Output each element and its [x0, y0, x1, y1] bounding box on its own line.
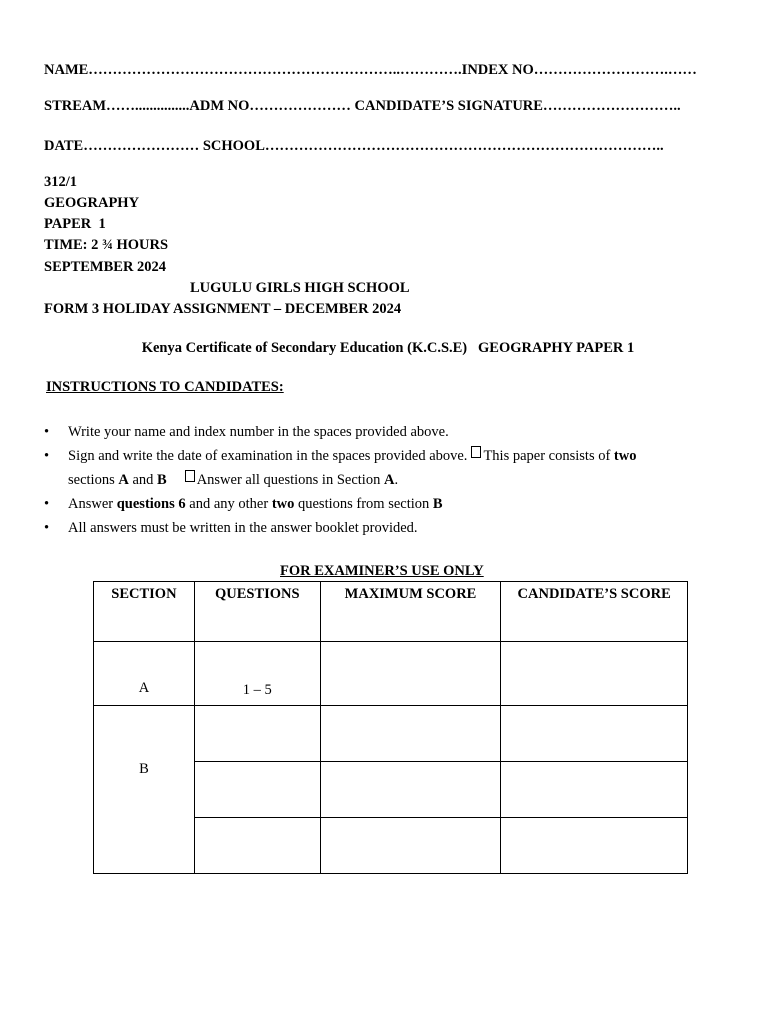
instruction-item: • Write your name and index number in the spaces provided above.: [44, 424, 449, 440]
paper-number: PAPER 1: [44, 216, 106, 232]
stream-adm-signature-line: STREAM……...............ADM NO………………… CANDIDATE’S SIGNATURE………………………..: [44, 98, 681, 114]
table-row: [94, 642, 688, 706]
instruction-item: • Sign and write the date of examination in the spaces provided above. This paper consists of two sections A and B Answer all questions in Section A.: [44, 448, 637, 488]
paper-code: 312/1: [44, 174, 78, 190]
examiner-table-title: FOR EXAMINER’S USE ONLY: [280, 563, 484, 579]
column-header-candidate-score: CANDIDATE’S SCORE: [501, 582, 688, 642]
name-index-line: NAME………………………………………………………..………….INDEX NO……………………….……: [44, 62, 697, 78]
score-cell[interactable]: [320, 642, 501, 706]
table-header-row: [94, 582, 688, 642]
exam-title: Kenya Certificate of Secondary Education (K.C.S.E) GEOGRAPHY PAPER 1: [141, 340, 635, 356]
date-school-line: DATE…………………… SCHOOL………………………………………………………………………..: [44, 138, 664, 154]
subject: GEOGRAPHY: [44, 195, 140, 211]
instructions-heading: INSTRUCTIONS TO CANDIDATES:: [46, 379, 284, 395]
column-header-questions: QUESTIONS: [194, 582, 320, 642]
section-b-cell: B: [94, 706, 195, 874]
column-header-section: SECTION: [94, 582, 195, 642]
section-a-cell: A: [94, 642, 195, 706]
instruction-item: • All answers must be written in the answer booklet provided.: [44, 520, 418, 536]
score-cell[interactable]: [501, 818, 688, 874]
instruction-item: • Answer questions 6 and any other two questions from section B: [44, 496, 443, 512]
table-row: [94, 706, 688, 762]
instructions-list: [44, 420, 744, 540]
question-cell[interactable]: [194, 762, 320, 818]
score-cell[interactable]: [501, 762, 688, 818]
score-cell[interactable]: [320, 762, 501, 818]
question-cell[interactable]: [194, 706, 320, 762]
exam-time: TIME: 2 ¾ HOURS: [44, 237, 169, 253]
missing-glyph-box-icon: [185, 470, 195, 482]
examiner-score-table: [93, 581, 688, 874]
score-cell[interactable]: [320, 818, 501, 874]
exam-month: SEPTEMBER 2024: [44, 259, 167, 275]
assignment-title: FORM 3 HOLIDAY ASSIGNMENT – DECEMBER 2024: [44, 301, 402, 317]
score-cell[interactable]: [501, 706, 688, 762]
score-cell[interactable]: [320, 706, 501, 762]
section-a-questions-cell: 1 – 5: [194, 642, 320, 706]
score-cell[interactable]: [501, 642, 688, 706]
question-cell[interactable]: [194, 818, 320, 874]
missing-glyph-box-icon: [471, 446, 481, 458]
column-header-maximum-score: MAXIMUM SCORE: [320, 582, 501, 642]
school-name: LUGULU GIRLS HIGH SCHOOL: [190, 280, 410, 296]
